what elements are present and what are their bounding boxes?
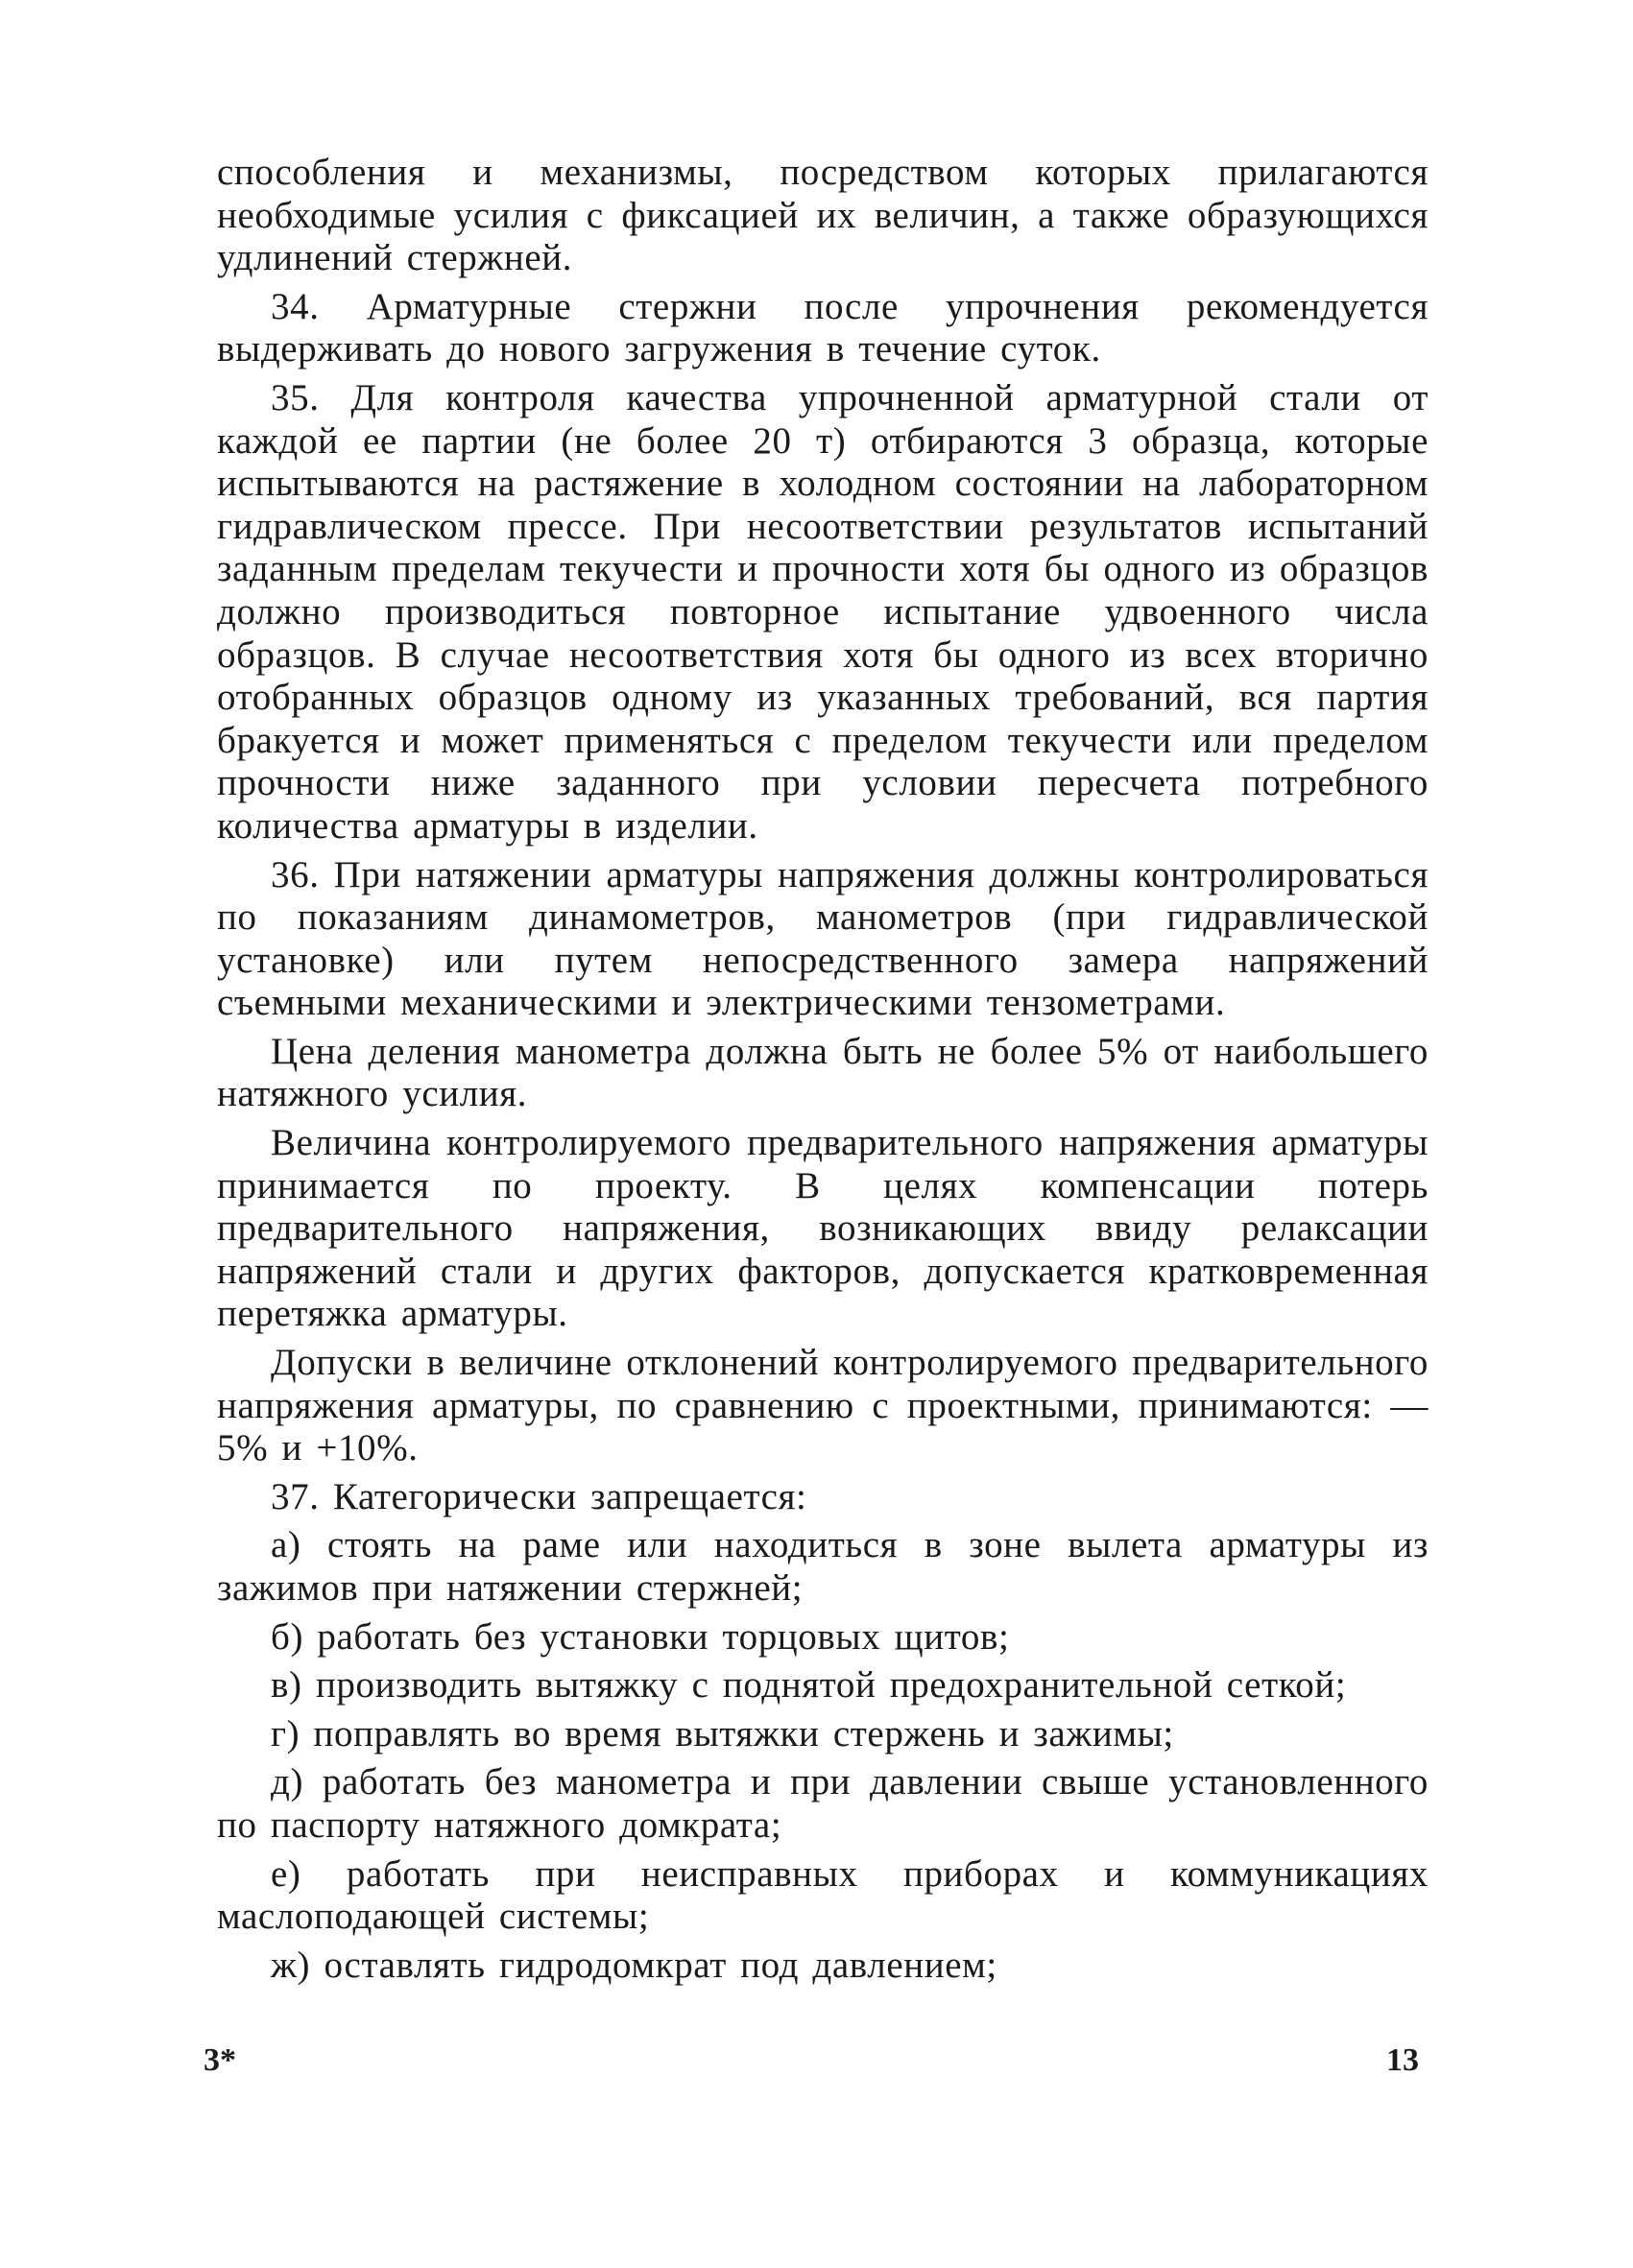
signature-mark: 3* xyxy=(204,2042,236,2078)
list-item-e: е) работать при неисправных приборах и коммуникациях маслоподающей системы; xyxy=(217,1852,1429,1938)
list-item-zh: ж) оставлять гидродомкрат под давлением; xyxy=(271,1944,997,1986)
paragraph-36-prestress: Величина контролируемого предварительного напряжения арматуры принимается по проекту. В целях компенсации потерь предварительного напряжения, возникающих ввиду релаксации напряжений стали и других факторов, допускается кратковременная перетяжка арматуры. xyxy=(217,1122,1429,1335)
paragraph-35: 35. Для контроля качества упрочненной арматурной стали от каждой ее партии (не более 20 т) отбираются 3 образца, которые испытываются на растяжение в холодном состоянии на лабораторном гидравлическом прессе. При несоответствии результатов испытаний заданным пределам текучести и прочности хотя бы одного из образцов должно производиться повторное испытание удвоенного числа образцов. В случае несоответствия хотя бы одного из всех вторично отобранных образцов одному из указанных требований, вся партия бракуется и может применяться с пределом текучести или пределом прочности ниже заданного при условии пересчета потребного количества арматуры в изделии. xyxy=(217,376,1429,847)
page-number: 13 xyxy=(1386,2042,1419,2078)
paragraph-34: 34. Арматурные стержни после упрочнения рекомендуется выдерживать до нового загружения в течение суток. xyxy=(217,285,1429,370)
list-item-b: б) работать без установки торцовых щитов; xyxy=(271,1615,1010,1658)
list-item-d: д) работать без манометра и при давлении свыше установленного по паспорту натяжного домкрата; xyxy=(217,1761,1429,1846)
paragraph-continuation: способления и механизмы, посредством которых прилагаются необходимые усилия с фиксацией их величин, а также образующихся удлинений стержней. xyxy=(217,152,1429,279)
list-item-v: в) производить вытяжку с поднятой предохранительной сеткой; xyxy=(271,1664,1347,1707)
paragraph-36-tolerances: Допуски в величине отклонений контролируемого предварительного напряжения арматуры, по сравнению с проектными, принимаются: —5% и +10%. xyxy=(217,1342,1429,1469)
paragraph-36-scale: Цена деления манометра должна быть не более 5% от наибольшего натяжного усилия. xyxy=(217,1030,1429,1115)
list-item-a: а) стоять на раме или находиться в зоне вылета арматуры из зажимов при натяжении стержней; xyxy=(217,1524,1429,1609)
body-text xyxy=(217,152,1429,1993)
paragraph-37: 37. Категорически запрещается: xyxy=(271,1475,807,1517)
list-item-g: г) поправлять во время вытяжки стержень и зажимы; xyxy=(271,1712,1174,1755)
paragraph-36: 36. При натяжении арматуры напряжения должны контролироваться по показаниям динамометров, манометров (при гидравлической установке) или путем непосредственного замера напряжений съемными механическими и электрическими тензометрами. xyxy=(217,853,1429,1024)
